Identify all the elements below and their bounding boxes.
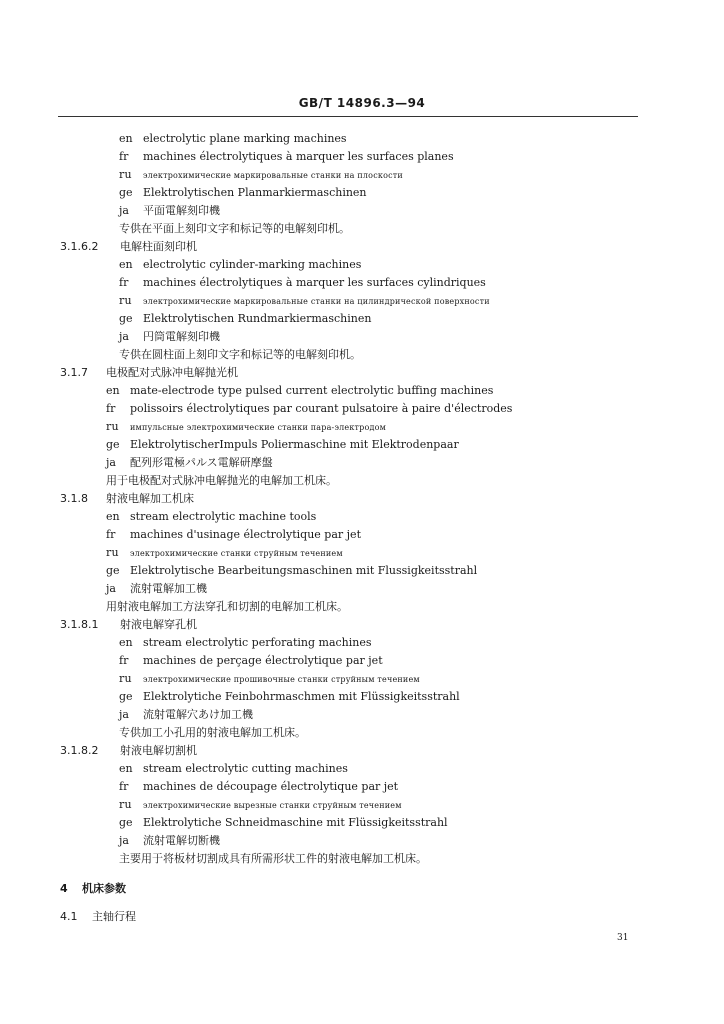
term-ru: ru электрохимические прошивочные станки струйным течением [119,672,420,685]
term-ja: ja 流射電解加工機 [106,582,207,595]
term-ge: ge Elektrolytiche Schneidmaschine mit Flüssigkeitsstrahl [119,816,448,829]
clause-heading: 3.1.8.2 射液电解切割机 [60,744,197,757]
term-fr: fr machines électrolytiques à marquer les surfaces planes [119,150,454,163]
term-en: en stream electrolytic cutting machines [119,762,348,775]
term-ru: ru электрохимические маркировальные станки на цилиндрической поверхности [119,294,490,307]
term-en: en mate-electrode type pulsed current electrolytic buffing machines [106,384,494,397]
term-ru: ru электрохимические маркировальные станки на плоскости [119,168,403,181]
clause-heading: 3.1.6.2 电解柱面刻印机 [60,240,197,253]
term-ja: ja 円筒電解刻印機 [119,330,220,343]
term-ge: ge Elektrolytischen Planmarkiermaschinen [119,186,367,199]
term-ge: ge ElektrolytischerImpuls Poliermaschine mit Elektrodenpaar [106,438,459,451]
running-header: GB/T 14896.3—94 [298,96,426,110]
definition: 专供在圆柱面上刻印文字和标记等的电解刻印机。 [119,348,361,361]
term-ge: ge Elektrolytischen Rundmarkiermaschinen [119,312,372,325]
term-fr: fr machines de découpage électrolytique par jet [119,780,399,793]
term-ru: ru импульсные электрохимические станки пара-электродом [106,420,387,433]
term-fr: fr machines de perçage électrolytique par jet [119,654,383,667]
term-en: en stream electrolytic machine tools [106,510,317,523]
term-ja: ja 流射電解切断機 [119,834,220,847]
term-ja: ja 流射電解穴あけ加工機 [119,708,253,721]
definition: 主要用于将板材切割成具有所需形状工件的射液电解加工机床。 [119,852,427,865]
term-ru: ru электрохимические станки струйным течением [106,546,343,559]
page-number: 31 [617,933,629,943]
term-ge: ge Elektrolytische Bearbeitungsmaschinen mit Flussigkeitsstrahl [106,564,478,577]
section-heading: 4 机床参数 [60,882,126,895]
term-fr: fr machines électrolytiques à marquer les surfaces cylindriques [119,276,486,289]
definition: 专供加工小孔用的射液电解加工机床。 [119,726,306,739]
clause-heading: 3.1.8.1 射液电解穿孔机 [60,618,197,631]
term-en: en stream electrolytic perforating machines [119,636,372,649]
term-en: en electrolytic cylinder-marking machines [119,258,362,271]
definition: 用射液电解加工方法穿孔和切割的电解加工机床。 [106,600,348,613]
clause-heading: 3.1.8 射液电解加工机床 [60,492,194,505]
definition: 用于电极配对式脉冲电解抛光的电解加工机床。 [106,474,337,487]
header-rule [58,116,638,117]
clause-heading: 4.1 主轴行程 [60,910,136,923]
term-ja: ja 平面電解刻印機 [119,204,220,217]
term-fr: fr machines d'usinage électrolytique par jet [106,528,361,541]
clause-heading: 3.1.7 电极配对式脉冲电解抛光机 [60,366,238,379]
definition: 专供在平面上刻印文字和标记等的电解刻印机。 [119,222,350,235]
term-fr: fr polissoirs électrolytiques par courant pulsatoire à paire d'électrodes [106,402,513,415]
term-en: en electrolytic plane marking machines [119,132,347,145]
term-ja: ja 配列形電極パルス電解研摩盤 [106,456,273,469]
term-ge: ge Elektrolytiche Feinbohrmaschmen mit Flüssigkeitsstrahl [119,690,460,703]
term-ru: ru электрохимические вырезные станки струйным течением [119,798,402,811]
